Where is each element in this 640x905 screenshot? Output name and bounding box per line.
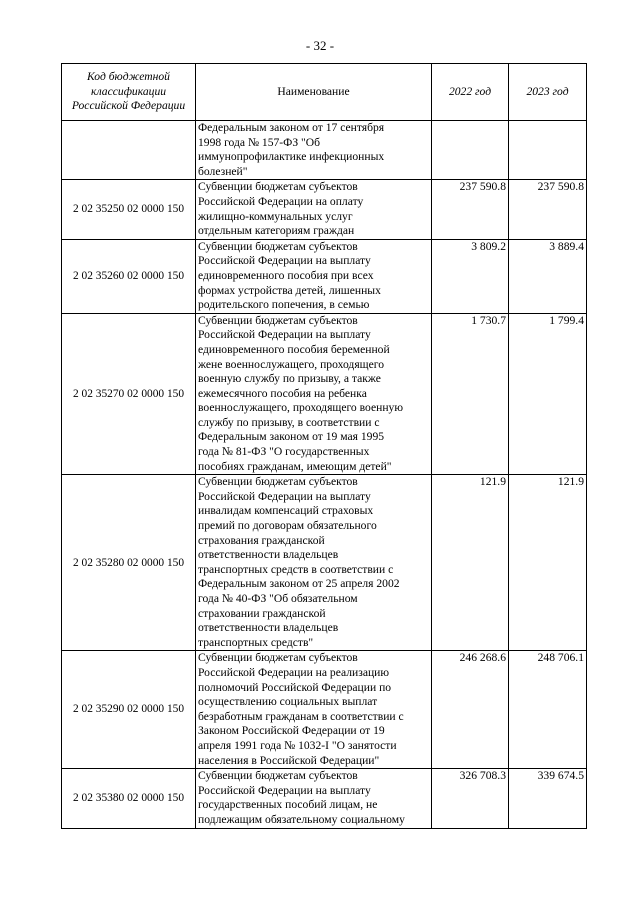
row-name-line: Российской Федерации на выплату bbox=[198, 489, 371, 503]
header-2023: 2023 год bbox=[509, 64, 587, 121]
row-value-2022: 1 730.7 bbox=[432, 313, 509, 475]
row-name-line: Субвенции бюджетам субъектов bbox=[198, 651, 358, 665]
row-name-line: отдельным категориям граждан bbox=[198, 224, 355, 238]
row-name-line: Российской Федерации на выплату bbox=[198, 254, 371, 268]
row-name-line: Федеральным законом от 25 апреля 2002 bbox=[198, 577, 400, 591]
table-row bbox=[62, 769, 587, 828]
row-name-line: Российской Федерации на выплату bbox=[198, 328, 371, 342]
row-code: 2 02 35380 02 0000 150 bbox=[62, 769, 196, 828]
row-name-line: Федеральным законом от 19 мая 1995 bbox=[198, 430, 385, 444]
row-name-line: инвалидам компенсаций страховых bbox=[198, 504, 374, 518]
row-name-line: Федеральным законом от 17 сентября bbox=[198, 121, 385, 134]
table-row bbox=[62, 313, 587, 475]
row-name-line: государственных пособий лицам, не bbox=[198, 798, 378, 812]
row-value-2022: 121.9 bbox=[432, 475, 509, 651]
row-value-2022: 246 268.6 bbox=[432, 651, 509, 769]
row-value-2022: 237 590.8 bbox=[432, 180, 509, 239]
row-name-line: военную службу по призыву, а также bbox=[198, 372, 381, 386]
row-name bbox=[196, 313, 432, 475]
row-name-line: безработным гражданам в соответствии с bbox=[198, 709, 404, 723]
row-name-line: единовременного пособия беременной bbox=[198, 342, 390, 356]
row-name-line: Российской Федерации на оплату bbox=[198, 194, 364, 208]
row-name-line: премий по договорам обязательного bbox=[198, 519, 377, 533]
row-name-line: жилищно-коммунальных услуг bbox=[198, 209, 353, 223]
budget-table bbox=[61, 63, 587, 829]
row-name-line: Субвенции бюджетам субъектов bbox=[198, 313, 358, 327]
row-name-line: болезней" bbox=[198, 164, 248, 178]
row-name-line: года № 40-ФЗ "Об обязательном bbox=[198, 592, 358, 605]
row-name-line: военнослужащего, проходящего военную bbox=[198, 401, 403, 415]
table-row bbox=[62, 475, 587, 651]
table-row bbox=[62, 121, 587, 180]
row-name bbox=[196, 651, 432, 769]
row-name-line: страхования гражданской bbox=[198, 533, 325, 547]
row-name-line: иммунопрофилактике инфекционных bbox=[198, 150, 385, 164]
row-name bbox=[196, 475, 432, 651]
header-code: Код бюджетной классификации Российской Федерации bbox=[62, 64, 196, 121]
table-row bbox=[62, 651, 587, 769]
row-name-line: Российской Федерации на выплату bbox=[198, 783, 371, 797]
row-value-2023: 1 799.4 bbox=[509, 313, 587, 475]
row-name-line: ответственности владельцев bbox=[198, 548, 339, 562]
row-name-line: апреля 1991 года № 1032-I "О занятости bbox=[198, 738, 397, 752]
row-name-line: страховании гражданской bbox=[198, 606, 326, 620]
table-row bbox=[62, 239, 587, 313]
row-value-2023: 237 590.8 bbox=[509, 180, 587, 239]
row-name bbox=[196, 239, 432, 313]
row-name-line: формах устройства детей, лишенных bbox=[198, 283, 381, 297]
row-value-2023: 3 889.4 bbox=[509, 239, 587, 313]
row-name-line: транспортных средств в соответствии с bbox=[198, 562, 394, 576]
row-value-2023: 339 674.5 bbox=[509, 769, 587, 828]
row-value-2022: 326 708.3 bbox=[432, 769, 509, 828]
table-row bbox=[62, 180, 587, 239]
row-name-line: Субвенции бюджетам субъектов bbox=[198, 475, 358, 489]
row-name-line: ответственности владельцев bbox=[198, 621, 339, 635]
row-name bbox=[196, 180, 432, 239]
row-name-line: года № 81-ФЗ "О государственных bbox=[198, 445, 370, 459]
row-name-line: осуществлению социальных выплат bbox=[198, 695, 378, 709]
row-code bbox=[62, 121, 196, 180]
row-value-2022: 3 809.2 bbox=[432, 239, 509, 313]
table-header-row bbox=[62, 64, 587, 121]
row-name-line: 1998 года № 157-ФЗ "Об bbox=[198, 135, 321, 149]
row-value-2023 bbox=[509, 121, 587, 180]
row-name-line: пособиях гражданам, имеющим детей" bbox=[198, 459, 392, 473]
row-value-2023: 121.9 bbox=[509, 475, 587, 651]
row-value-2022 bbox=[432, 121, 509, 180]
row-code: 2 02 35280 02 0000 150 bbox=[62, 475, 196, 651]
row-name-line: родительского попечения, в семью bbox=[198, 298, 370, 312]
row-code: 2 02 35250 02 0000 150 bbox=[62, 180, 196, 239]
row-name-line: полномочий Российской Федерации по bbox=[198, 680, 392, 694]
header-name: Наименование bbox=[196, 64, 432, 121]
row-code: 2 02 35260 02 0000 150 bbox=[62, 239, 196, 313]
row-name-line: Субвенции бюджетам субъектов bbox=[198, 180, 358, 194]
row-code: 2 02 35290 02 0000 150 bbox=[62, 651, 196, 769]
row-name-line: подлежащим обязательному социальному bbox=[198, 812, 405, 826]
row-name-line: населения в Российской Федерации" bbox=[198, 753, 380, 767]
row-code: 2 02 35270 02 0000 150 bbox=[62, 313, 196, 475]
row-name-line: жене военнослужащего, проходящего bbox=[198, 357, 384, 371]
row-name bbox=[196, 769, 432, 828]
row-name bbox=[196, 121, 432, 180]
row-name-line: транспортных средств" bbox=[198, 635, 314, 649]
header-2022: 2022 год bbox=[432, 64, 509, 121]
row-name-line: Субвенции бюджетам субъектов bbox=[198, 239, 358, 253]
row-name-line: Законом Российской Федерации от 19 bbox=[198, 724, 385, 738]
row-name-line: ежемесячного пособия на ребенка bbox=[198, 386, 367, 400]
row-value-2023: 248 706.1 bbox=[509, 651, 587, 769]
row-name-line: единовременного пособия при всех bbox=[198, 268, 374, 282]
row-name-line: Российской Федерации на реализацию bbox=[198, 665, 390, 679]
row-name-line: Субвенции бюджетам субъектов bbox=[198, 769, 358, 783]
page-number: - 32 - bbox=[305, 38, 335, 53]
row-name-line: службу по призыву, в соответствии с bbox=[198, 415, 380, 429]
